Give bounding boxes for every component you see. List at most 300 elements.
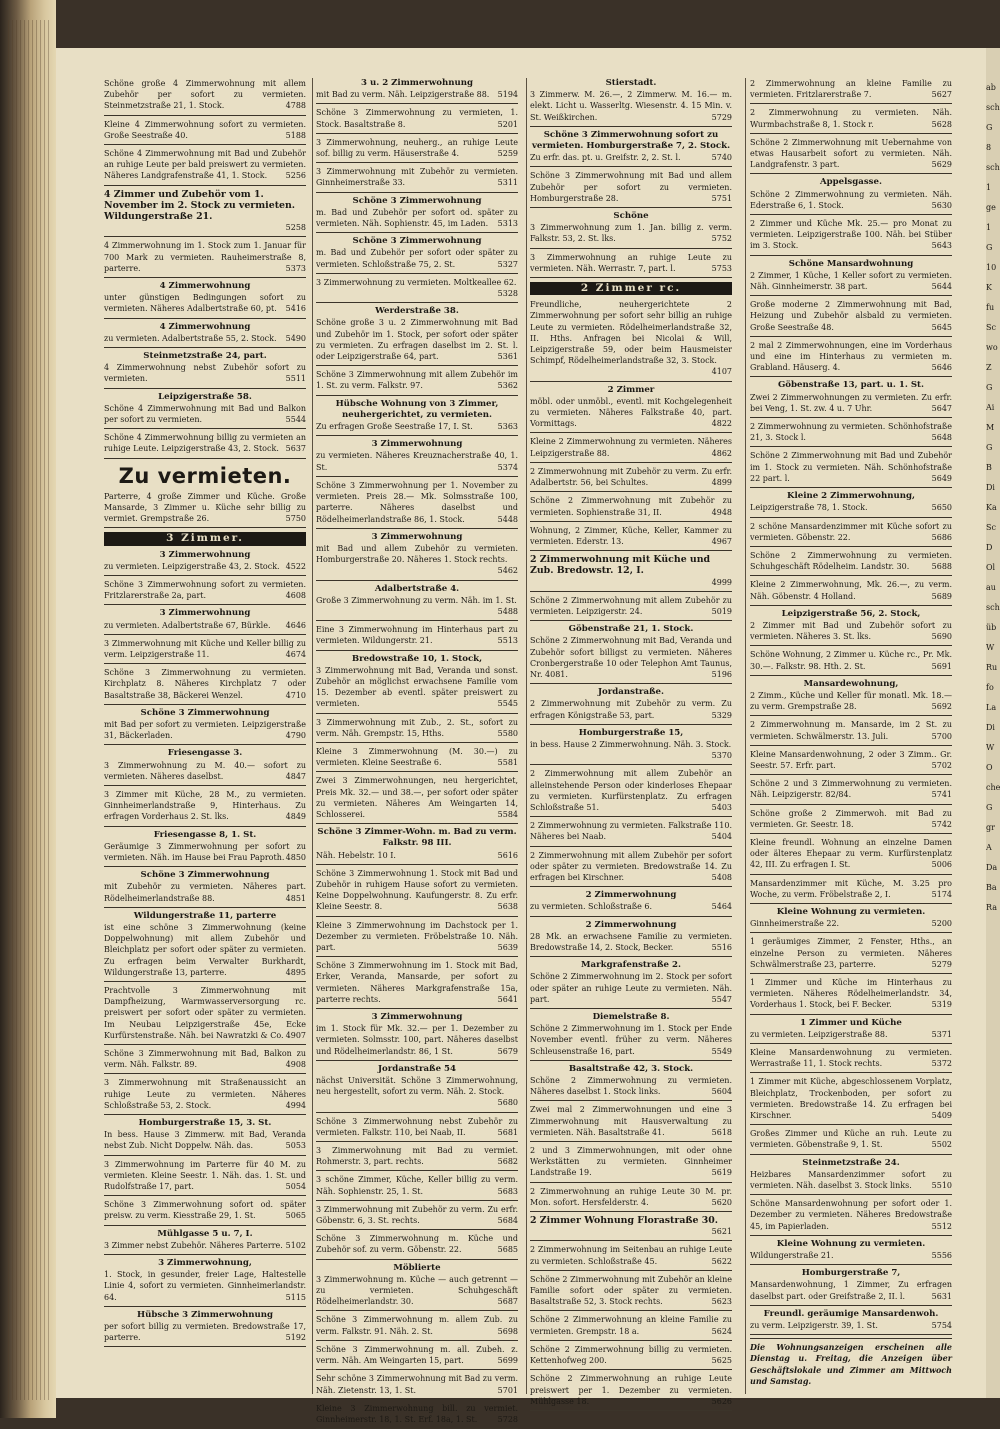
ad-separator	[530, 521, 732, 522]
classified-ad	[104, 911, 306, 978]
ad-separator	[750, 173, 952, 174]
ad-separator	[750, 546, 952, 547]
ad-heading: Diemelstraße 8.	[592, 1012, 670, 1023]
ad-text: mit Bad und allem Zubehör zu vermieten. Homburgerstraße 20. Näheres 1. Stock rechts.	[316, 543, 518, 565]
ad-heading: 2 Zimmer	[607, 384, 655, 395]
ad-number: 5259	[497, 149, 518, 159]
ad-number: 4847	[285, 771, 306, 781]
edge-fragment: 1	[986, 183, 992, 192]
ad-separator	[750, 1014, 952, 1015]
ad-text: mit Bad per sofort zu vermieten. Leipzigerstraße 31, Bäckerladen.	[104, 719, 306, 741]
ad-number: 5699	[497, 1356, 518, 1366]
ad-number: 4522	[285, 561, 306, 571]
ad-separator	[750, 715, 952, 716]
ad-separator	[316, 1229, 518, 1230]
ad-number: 4908	[285, 1060, 306, 1070]
classified-ad	[750, 491, 952, 513]
classified-ad	[750, 907, 952, 929]
ad-number: 5618	[711, 1127, 732, 1137]
edge-fragment: 8	[986, 143, 992, 152]
ad-text: 3 Zimmerwohnung mit Zub., 2. St., sofort zu verm. Näh. Grempstr. 15, Hths.	[316, 717, 518, 738]
footnote: Die Wohnungsanzeigen erscheinen alle Dienstag u. Freitag, die Anzeigen über Geschäftslokale und Zimmer am Mittwoch und Samstag.	[750, 1342, 952, 1386]
ad-separator	[530, 1270, 732, 1271]
ad-number: 5638	[497, 902, 518, 912]
edge-fragment: G	[986, 123, 993, 132]
ad-text: Großes Zimmer und Küche an ruh. Leute zu vermieten. Göbenstraße 9, 1. St.	[750, 1129, 952, 1150]
ad-separator	[316, 1310, 518, 1311]
ad-number: 5641	[497, 994, 518, 1004]
ad-number: 5502	[931, 1140, 952, 1150]
page-edges	[8, 20, 52, 1400]
ad-separator	[104, 663, 306, 664]
ad-separator	[530, 1310, 732, 1311]
ad-heading: Schöne 3 Zimmerwohnung	[352, 236, 482, 247]
edge-fragment: Sc	[986, 523, 996, 532]
ad-number: 5622	[711, 1256, 732, 1266]
ad-text: 3 Zimmerwohnung m. Küche — auch getrennt — zu vermieten. Schuhgeschäft Rödelheimerlandstr. 30.	[316, 1274, 518, 1307]
ad-separator	[530, 886, 732, 887]
ad-text: 3 Zimmerwohnung mit Straßenaussicht an ruhige Leute zu vermieten. Näheres Schloßstraße 53, 2. Stock.	[104, 1078, 306, 1110]
classified-ad	[104, 1229, 306, 1251]
ad-text: Schöne große 2 Zimmerwoh. mit Bad zu vermieten. Gr. Seestr. 18.	[750, 808, 952, 829]
classified-ad	[530, 1145, 732, 1179]
ad-number: 5403	[711, 802, 732, 812]
ad-number: 5404	[711, 832, 732, 842]
edge-fragment: wo	[986, 343, 998, 352]
ad-number: 4107	[711, 367, 732, 377]
classified-ad	[104, 1258, 306, 1303]
classified-ad	[104, 119, 306, 141]
ad-text: Schöne 3 Zimmerwohnung im 1. Stock mit Bad, Erker, Veranda, Mansarde, per sofort zu vermieten. Näheres Markgrafenstraße 15a, parterre rechts.	[316, 961, 518, 1004]
classified-ad	[104, 281, 306, 315]
classified-ad	[316, 166, 518, 188]
ad-heading: Schöne Mansardwohnung	[788, 258, 914, 269]
ad-heading: 2 Zimmerwohnung	[585, 890, 677, 901]
ad-separator	[316, 232, 518, 233]
ad-text: 3 Zimmer nebst Zubehör. Näheres Parterre.	[104, 1240, 283, 1250]
ad-number: 5740	[711, 153, 732, 163]
ad-separator	[316, 580, 518, 581]
ad-separator	[530, 916, 732, 917]
ad-text: nächst Universität. Schöne 3 Zimmerwohnung, neu hergestellt, sofort zu verm. Näh. 2. Stock.	[316, 1076, 518, 1097]
ad-separator	[530, 1182, 732, 1183]
classified-ad	[530, 820, 732, 842]
ad-heading: Homburgerstraße 15, 3. St.	[138, 1118, 272, 1129]
ad-number: 5700	[931, 731, 952, 741]
ad-text: 3 Zimmerwohnung zu M. 40.— sofort zu vermieten. Näheres daselbst.	[104, 760, 306, 781]
ad-separator	[750, 1305, 952, 1306]
ad-number: 5691	[931, 661, 952, 671]
edge-fragment: O	[986, 763, 993, 772]
ad-heading: 3 Zimmerwohnung	[371, 439, 463, 450]
ad-separator	[530, 166, 732, 167]
ad-text: Schöne 2 Zimmerwohnung zu vermieten. Schuhgeschäft Rödelheim. Landstr. 30.	[750, 550, 952, 572]
ad-heading: Basaltstraße 42, 3. Stock.	[568, 1063, 694, 1074]
edge-fragment: Sc	[986, 323, 996, 332]
classified-ad	[750, 837, 952, 871]
classified-ad	[530, 495, 732, 517]
classified-ad	[316, 584, 518, 618]
classified-ad	[750, 218, 952, 252]
ad-number: 5688	[931, 562, 952, 572]
ad-heading: 3 Zimmerwohnung	[159, 549, 251, 560]
ad-separator	[104, 236, 306, 237]
ad-text: Kleine Mansardenwohnung zu vermieten. Werrastraße 11, 1. Stock rechts.	[750, 1048, 952, 1069]
ad-separator	[750, 376, 952, 377]
ad-heading: Leipzigerstraße 56, 2. Stock,	[781, 608, 921, 619]
ad-text: 3 Zimmerwohnung mit Bad zu vermiet. Rohmerstr. 3, part. rechts.	[316, 1146, 518, 1167]
edge-fragment: G	[986, 243, 993, 252]
ad-heading: Hübsche Wohnung von 3 Zimmer, neuhergerichtet, zu vermieten.	[335, 398, 499, 420]
ad-text: Große 3 Zimmerwohnung zu verm. Näh. im 1. St.	[316, 595, 517, 605]
ad-heading: Schöne 3 Zimmer-Wohn. m. Bad zu verm. Falkstr. 98 III.	[317, 827, 517, 849]
classified-ad	[750, 719, 952, 741]
section-banner: 3 Zimmer.	[104, 532, 306, 545]
ad-text: Schöne 3 Zimmerwohnung m. all. Zubeh. z. verm. Näh. Am Weingarten 15, part.	[316, 1344, 518, 1366]
classified-ad	[530, 78, 732, 123]
ad-number: 5513	[497, 636, 518, 646]
classified-ad	[750, 936, 952, 970]
ad-text: Schöne 3 Zimmerwohnung 1. Stock mit Bad und Zubehör in ruhigem Hause sofort zu vermieten. Keine Doppelwohnung. Kaufungerstr. 8. Zu erfr. Kleine Seestr. 8.	[316, 868, 518, 912]
edge-fragment: 1	[986, 223, 992, 232]
ad-separator	[316, 273, 518, 274]
ad-text: 3 Zimmerwohnung zum 1. Jan. billig z. verm. Falkstr. 53, 2. St. lks.	[530, 223, 732, 244]
ad-number: 5194	[497, 90, 518, 100]
ad-number: 5750	[285, 514, 306, 524]
ad-text: Schöne 2 Zimmerwohnung zu vermieten. Näh. Ederstraße 6, 1. Stock.	[750, 189, 952, 210]
ad-text: zu vermieten. Adalbertstraße 55, 2. Stock.	[104, 333, 277, 343]
ad-number: 5053	[285, 1141, 306, 1151]
ad-separator	[750, 1338, 952, 1339]
ad-number: 5511	[285, 374, 306, 384]
ad-separator	[316, 1399, 518, 1400]
ad-number: 4907	[285, 1030, 306, 1040]
edge-fragment: M	[986, 423, 995, 432]
ad-text: Schöne 4 Zimmerwohnung mit Bad und Zubehör an ruhige Leute per bald preiswert zu vermieten. Näheres Landgrafenstraße 41, 1. Stock.	[104, 149, 306, 181]
classified-ad	[530, 595, 732, 617]
ad-separator	[316, 823, 518, 824]
edge-fragment: Ai	[986, 403, 995, 412]
ad-number: 5102	[285, 1240, 306, 1250]
classified-ad	[750, 550, 952, 572]
classified-ad	[750, 107, 952, 129]
ad-number: 5192	[285, 1333, 306, 1343]
classified-ad	[316, 1344, 518, 1366]
ad-separator	[750, 133, 952, 134]
ad-heading: 2 Zimmerwohnung	[585, 919, 677, 930]
ad-text: Prachtvolle 3 Zimmerwohnung mit Dampfheizung, Warmwasserversorgung rc. preiswert per sofort oder später zu vermieten. Im Neubau Leipzigerstraße 45e, Ecke Kurfürstenstraße. Näh. bei Nawratzki & Co.	[104, 986, 306, 1040]
ad-separator	[316, 713, 518, 714]
classified-ad	[104, 1118, 306, 1152]
ad-heading: Steinmetzstraße 24.	[802, 1157, 900, 1168]
ad-number: 5623	[711, 1297, 732, 1307]
ad-separator	[750, 774, 952, 775]
ad-separator	[750, 1264, 952, 1265]
ad-heading: Friesengasse 8, 1. St.	[153, 829, 257, 840]
ad-separator	[104, 1114, 306, 1115]
ad-separator	[530, 1410, 732, 1411]
classified-ad	[530, 385, 732, 430]
ad-number: 4674	[285, 649, 306, 659]
ad-text: Zwei 2 Zimmerwohnungen zu vermieten. Zu erfr. bei Veng, 1. St. zw. 4 u. 7 Uhr.	[750, 392, 952, 413]
classified-ad	[316, 1263, 518, 1308]
ad-text: Schöne 4 Zimmerwohnung billig zu vermieten an ruhige Leute. Leipzigerstraße 43, 2. Stock.	[104, 433, 306, 454]
ad-separator	[104, 1225, 306, 1226]
ad-separator	[104, 115, 306, 116]
ad-text: in bess. Hause 2 Zimmerwohnung. Näh. 3. Stock.	[530, 739, 732, 749]
ad-number: 5683	[497, 1186, 518, 1196]
ad-number: 5645	[931, 322, 952, 332]
ad-text: 2 Zimmer mit Bad und Zubehör sofort zu vermieten. Näheres 3. St. lks.	[750, 620, 952, 642]
ad-separator	[104, 744, 306, 745]
classified-ad	[750, 299, 952, 333]
ad-separator	[750, 874, 952, 875]
ad-number: 5328	[497, 289, 518, 299]
ad-number: 5626	[711, 1396, 732, 1406]
ad-number: 5544	[285, 415, 306, 425]
ad-number: 5751	[711, 193, 732, 203]
classified-ad	[316, 1116, 518, 1138]
ad-text: Kleine 2 Zimmerwohnung, Mk. 26.—, zu verm. Näh. Göbenstr. 4 Holland.	[750, 580, 952, 601]
ad-separator	[104, 907, 306, 908]
ad-separator	[530, 1240, 732, 1241]
ad-separator	[104, 1073, 306, 1074]
ad-separator	[750, 903, 952, 904]
ad-separator	[530, 248, 732, 249]
ad-heading: Appelsgasse.	[820, 177, 882, 188]
classified-ad	[316, 960, 518, 1005]
ad-separator	[316, 192, 518, 193]
ad-number: 5729	[711, 112, 732, 122]
classified-ad	[316, 137, 518, 159]
ad-number: 5702	[931, 760, 952, 770]
ad-number: 5516	[711, 943, 732, 952]
ad-separator	[316, 476, 518, 477]
classified-ad	[316, 717, 518, 739]
ad-separator	[750, 1235, 952, 1236]
ad-number: 4849	[285, 812, 306, 822]
ad-number: 5754	[931, 1321, 952, 1331]
ad-separator	[104, 185, 306, 186]
classified-ad	[750, 679, 952, 713]
ad-separator	[104, 144, 306, 145]
edge-fragment: sch	[986, 163, 1000, 172]
classified-ad	[530, 1012, 732, 1057]
ad-heading: Homburgerstraße 7,	[801, 1268, 901, 1279]
ad-text: Zwei 3 Zimmerwohnungen, neu hergerichtet, Preis Mk. 32.— und 38.—, per sofort oder später zu vermieten. Näheres Am Weingarten 14, Schlosserei.	[316, 776, 518, 819]
ad-number: 5490	[285, 333, 306, 343]
ad-separator	[316, 956, 518, 957]
ad-separator	[316, 435, 518, 436]
ad-text: 2 mal 2 Zimmerwohnungen, eine im Vorderhaus und eine im Hinterhaus zu vermieten m. Grabland. Häuserg. 4.	[750, 340, 952, 373]
ad-heading: Leipzigerstraße 58.	[158, 391, 252, 402]
ad-separator	[750, 487, 952, 488]
classified-ad	[750, 1047, 952, 1069]
ad-separator	[530, 591, 732, 592]
ad-number: 5616	[497, 850, 518, 860]
edge-fragment: Z	[986, 363, 992, 372]
ad-text: 2 Zimmerwohnung mit Zubehör zu verm. Zu erfragen Königstraße 53, part.	[530, 699, 732, 720]
classified-ad	[316, 868, 518, 913]
classified-ad	[750, 1128, 952, 1150]
ad-text: zu vermieten. Näheres Kreuznacherstraße 40, 1. St.	[316, 451, 518, 472]
ad-separator	[750, 446, 952, 447]
ad-heading: 3 u. 2 Zimmerwohnung	[360, 78, 474, 88]
classified-ad	[530, 211, 732, 245]
ad-text: 1 geräumiges Zimmer, 2 Fenster, Hths., an einzelne Person zu vermieten. Näheres Schwälmerstraße 23, parterre.	[750, 937, 952, 969]
ad-separator	[530, 816, 732, 817]
classified-ad	[104, 1310, 306, 1344]
classified-ad	[530, 1314, 732, 1336]
classified-ad	[530, 728, 732, 762]
ad-number: 5649	[931, 473, 952, 483]
ad-text: 3 Zimmerwohnung mit Bad, Veranda und sonst. Zubehör an möglichst erwachsene Familie vom 15. Dezember ab eventl. später preiswert zu vermieten.	[316, 665, 518, 709]
classified-ad	[316, 236, 518, 270]
ad-number: 4851	[285, 893, 306, 903]
ad-separator	[750, 745, 952, 746]
ad-text: Ginnheimerstraße 22.	[750, 919, 840, 929]
classified-ad	[750, 749, 952, 771]
ad-number: 4646	[285, 620, 306, 630]
ad-text: Schöne 3 Zimmerwohnung zu vermieten, 1. Stock. Basaltstraße 8.	[316, 108, 518, 129]
classified-ad	[530, 130, 732, 164]
classified-ad	[750, 1268, 952, 1302]
classified-ad	[316, 277, 518, 299]
ad-text: 1. Stock, in gesunder, freier Lage, Haltestelle Linie 4, sofort zu vermieten. Ginnheimerlandstr. 64.	[104, 1270, 306, 1302]
ad-heading: Homburgerstraße 15,	[578, 727, 684, 738]
classified-ad	[104, 1199, 306, 1221]
ad-heading: 3 Zimmerwohnung,	[158, 1258, 252, 1269]
ad-text: Schöne 3 Zimmerwohnung m. allem Zub. zu verm. Falkstr. 91. Näh. 2. St.	[316, 1315, 518, 1336]
ad-heading: Adalbertstraße 4.	[374, 583, 460, 594]
classified-ad	[530, 890, 732, 912]
ad-number: 5690	[931, 632, 952, 642]
ad-text: Schöne 2 Zimmerwohnung mit Uebernahme von etwas Hausarbeit sofort zu vermieten. Näh. Landgrafenstr. 3 part.	[750, 137, 952, 170]
ad-separator	[316, 365, 518, 366]
ad-text: Schöne 2 Zimmerwohnung billig zu vermieten. Kettenhofweg 200.	[530, 1344, 732, 1366]
classified-ad	[530, 768, 732, 813]
ad-separator	[750, 1334, 952, 1335]
ad-text: 2 Zimmerwohnung mit allem Zubehör per sofort oder später zu vermieten. Bredowstraße 14. Zu erfragen bei Kirschner.	[530, 850, 732, 882]
edge-fragment: sch	[986, 603, 1000, 612]
ad-separator	[530, 277, 732, 278]
ad-heading: Möblierte	[393, 1262, 441, 1273]
ad-text: Kleine 4 Zimmerwohnung sofort zu vermieten. Große Seestraße 40.	[104, 119, 306, 140]
ad-number: 5313	[497, 219, 518, 229]
ad-number: 5679	[497, 1046, 518, 1056]
ad-separator	[530, 381, 732, 382]
edge-fragment: D	[986, 543, 993, 552]
ad-separator	[750, 932, 952, 933]
ad-text: zu vermieten. Adalbertstraße 67, Bürkle.	[104, 620, 271, 630]
classified-ad	[750, 1076, 952, 1121]
ad-heading: Kleine Wohnung zu vermieten.	[776, 906, 926, 917]
ad-text: Schöne große 4 Zimmerwohnung mit allem Zubehör per sofort zu vermieten. Steinmetzstraße 21, 1. Stock.	[104, 79, 306, 111]
ad-text: 3 Zimmerwohnung mit Küche und Keller billig zu verm. Leipzigerstraße 11.	[104, 638, 306, 659]
ad-heading: 2 Zimmer Wohnung Florastraße 30.	[530, 1215, 719, 1227]
classified-ad	[104, 78, 306, 112]
classified-ad	[104, 550, 306, 572]
ad-number: 5311	[497, 178, 518, 188]
ad-heading: 3 Zimmerwohnung	[371, 1012, 463, 1023]
ad-number: 5685	[497, 1245, 518, 1255]
ad-text: 2 Zimm., Küche und Keller für monatl. Mk. 18.— zu verm. Grempstraße 28.	[750, 690, 952, 712]
classified-ad	[530, 1104, 732, 1138]
ad-text: Schöne 3 Zimmerwohnung mit Bad und allem Zubehör per sofort zu vermieten. Homburgerstraße 28.	[530, 171, 732, 203]
classified-ad	[104, 1077, 306, 1111]
ad-text: 2 Zimmerwohnung zu vermieten. Näh. Wurmbachstraße 8, 1. Stock r.	[750, 108, 952, 129]
classified-ad	[530, 960, 732, 1005]
ad-text: 2 Zimmerwohnung im Seitenbau an ruhige Leute zu vermieten. Schloßstraße 45.	[530, 1245, 732, 1266]
ad-number: 5692	[931, 702, 952, 712]
ad-separator	[530, 1340, 732, 1341]
classified-ad	[530, 1373, 732, 1407]
ad-heading: Freundl. geräumige Mansardenwoh.	[763, 1308, 939, 1319]
ad-number: 5488	[497, 606, 518, 616]
ad-number: 5545	[497, 699, 518, 709]
classified-ad	[530, 466, 732, 488]
ad-text: 2 Zimmerwohnung m. Mansarde, im 2 St. zu vermieten. Schwälmerstr. 13. Juli.	[750, 720, 952, 741]
ad-number: 5644	[931, 282, 952, 292]
ad-heading: Markgrafenstraße 2.	[581, 960, 681, 971]
classified-ad	[750, 380, 952, 414]
ad-separator	[316, 742, 518, 743]
classified-ad	[316, 439, 518, 473]
edge-fragment: 10	[986, 263, 997, 272]
ad-text: Kleine 3 Zimmerwohnung bill. zu vermiet. Ginnheimerstr. 18, 1. St. Erf. 18a, 1. St.	[316, 1403, 518, 1424]
ad-number: 5256	[285, 171, 306, 181]
ad-text: möbl. oder unmöbl., eventl. mit Kochgelegenheit zu vermieten. Näheres Falkstraße 40, part. Vormittags.	[530, 396, 732, 429]
ad-separator	[530, 1060, 732, 1061]
ad-separator	[530, 550, 732, 551]
ad-text: 2 und 3 Zimmerwohnungen, mit oder ohne Werkstätten zu vermieten. Ginnheimer Landstraße 19.	[530, 1146, 732, 1178]
ad-number: 5686	[931, 532, 952, 542]
classified-ad	[530, 1215, 732, 1237]
ad-text: m. Bad und Zubehör per sofort oder später zu vermieten. Schloßstraße 75, 2. St.	[316, 248, 518, 269]
classified-ad	[750, 649, 952, 671]
ad-separator	[104, 866, 306, 867]
classified-ad	[530, 1274, 732, 1308]
classified-ad	[316, 532, 518, 577]
ad-number: 5201	[497, 119, 518, 129]
ad-text: Schöne Wohnung, 2 Zimmer u. Küche rc., Pr. Mk. 30.—. Falkstr. 98. Hth. 2. St.	[750, 650, 952, 671]
ad-separator	[530, 1369, 732, 1370]
ad-text: 3 Zimmerw. M. 26.—, 2 Zimmerw. M. 16.— m. elekt. Licht u. Wasserltg. Wiesenstr. 4. 15 Min. v. St. Weißkirchen.	[530, 90, 732, 122]
ad-separator	[750, 1194, 952, 1195]
classified-ad	[316, 827, 518, 861]
ad-text: 2 Zimmer und Küche Mk. 25.— pro Monat zu vermieten. Leipzigerstraße 100. Näh. bei Stüber im 3. Stock.	[750, 219, 952, 251]
ad-number: 5701	[497, 1385, 518, 1395]
ad-text: 3 schöne Zimmer, Küche, Keller billig zu verm. Näh. Sophienstr. 25, 1. St.	[316, 1175, 518, 1196]
ad-text: Geräumige 3 Zimmerwohnung per sofort zu vermieten. Näh. im Hause bei Frau Paproth.	[104, 841, 306, 862]
ad-separator	[104, 527, 306, 528]
ad-number: 5584	[497, 809, 518, 819]
ad-number: 5680	[497, 1098, 518, 1108]
ad-text: 2 Zimmerwohnung mit Zubehör zu verm. Zu erfr. Adalbertstr. 56, bei Schultes.	[530, 466, 732, 488]
ad-number: 4994	[285, 1100, 306, 1110]
ad-number: 5361	[497, 352, 518, 362]
edge-fragment: W	[986, 743, 995, 752]
ad-text: 2 Zimmer, 1 Küche, 1 Keller sofort zu vermieten. Näh. Ginnheimerstr. 38 part.	[750, 270, 952, 292]
classified-ad	[104, 351, 306, 385]
ad-number: 5630	[931, 200, 952, 210]
adjacent-page-text	[986, 78, 1000, 918]
ad-number: 5604	[711, 1087, 732, 1097]
ad-number: 5650	[931, 503, 952, 513]
classified-ad	[316, 1174, 518, 1196]
ad-number: 5628	[931, 119, 952, 129]
classified-ad	[750, 340, 952, 374]
